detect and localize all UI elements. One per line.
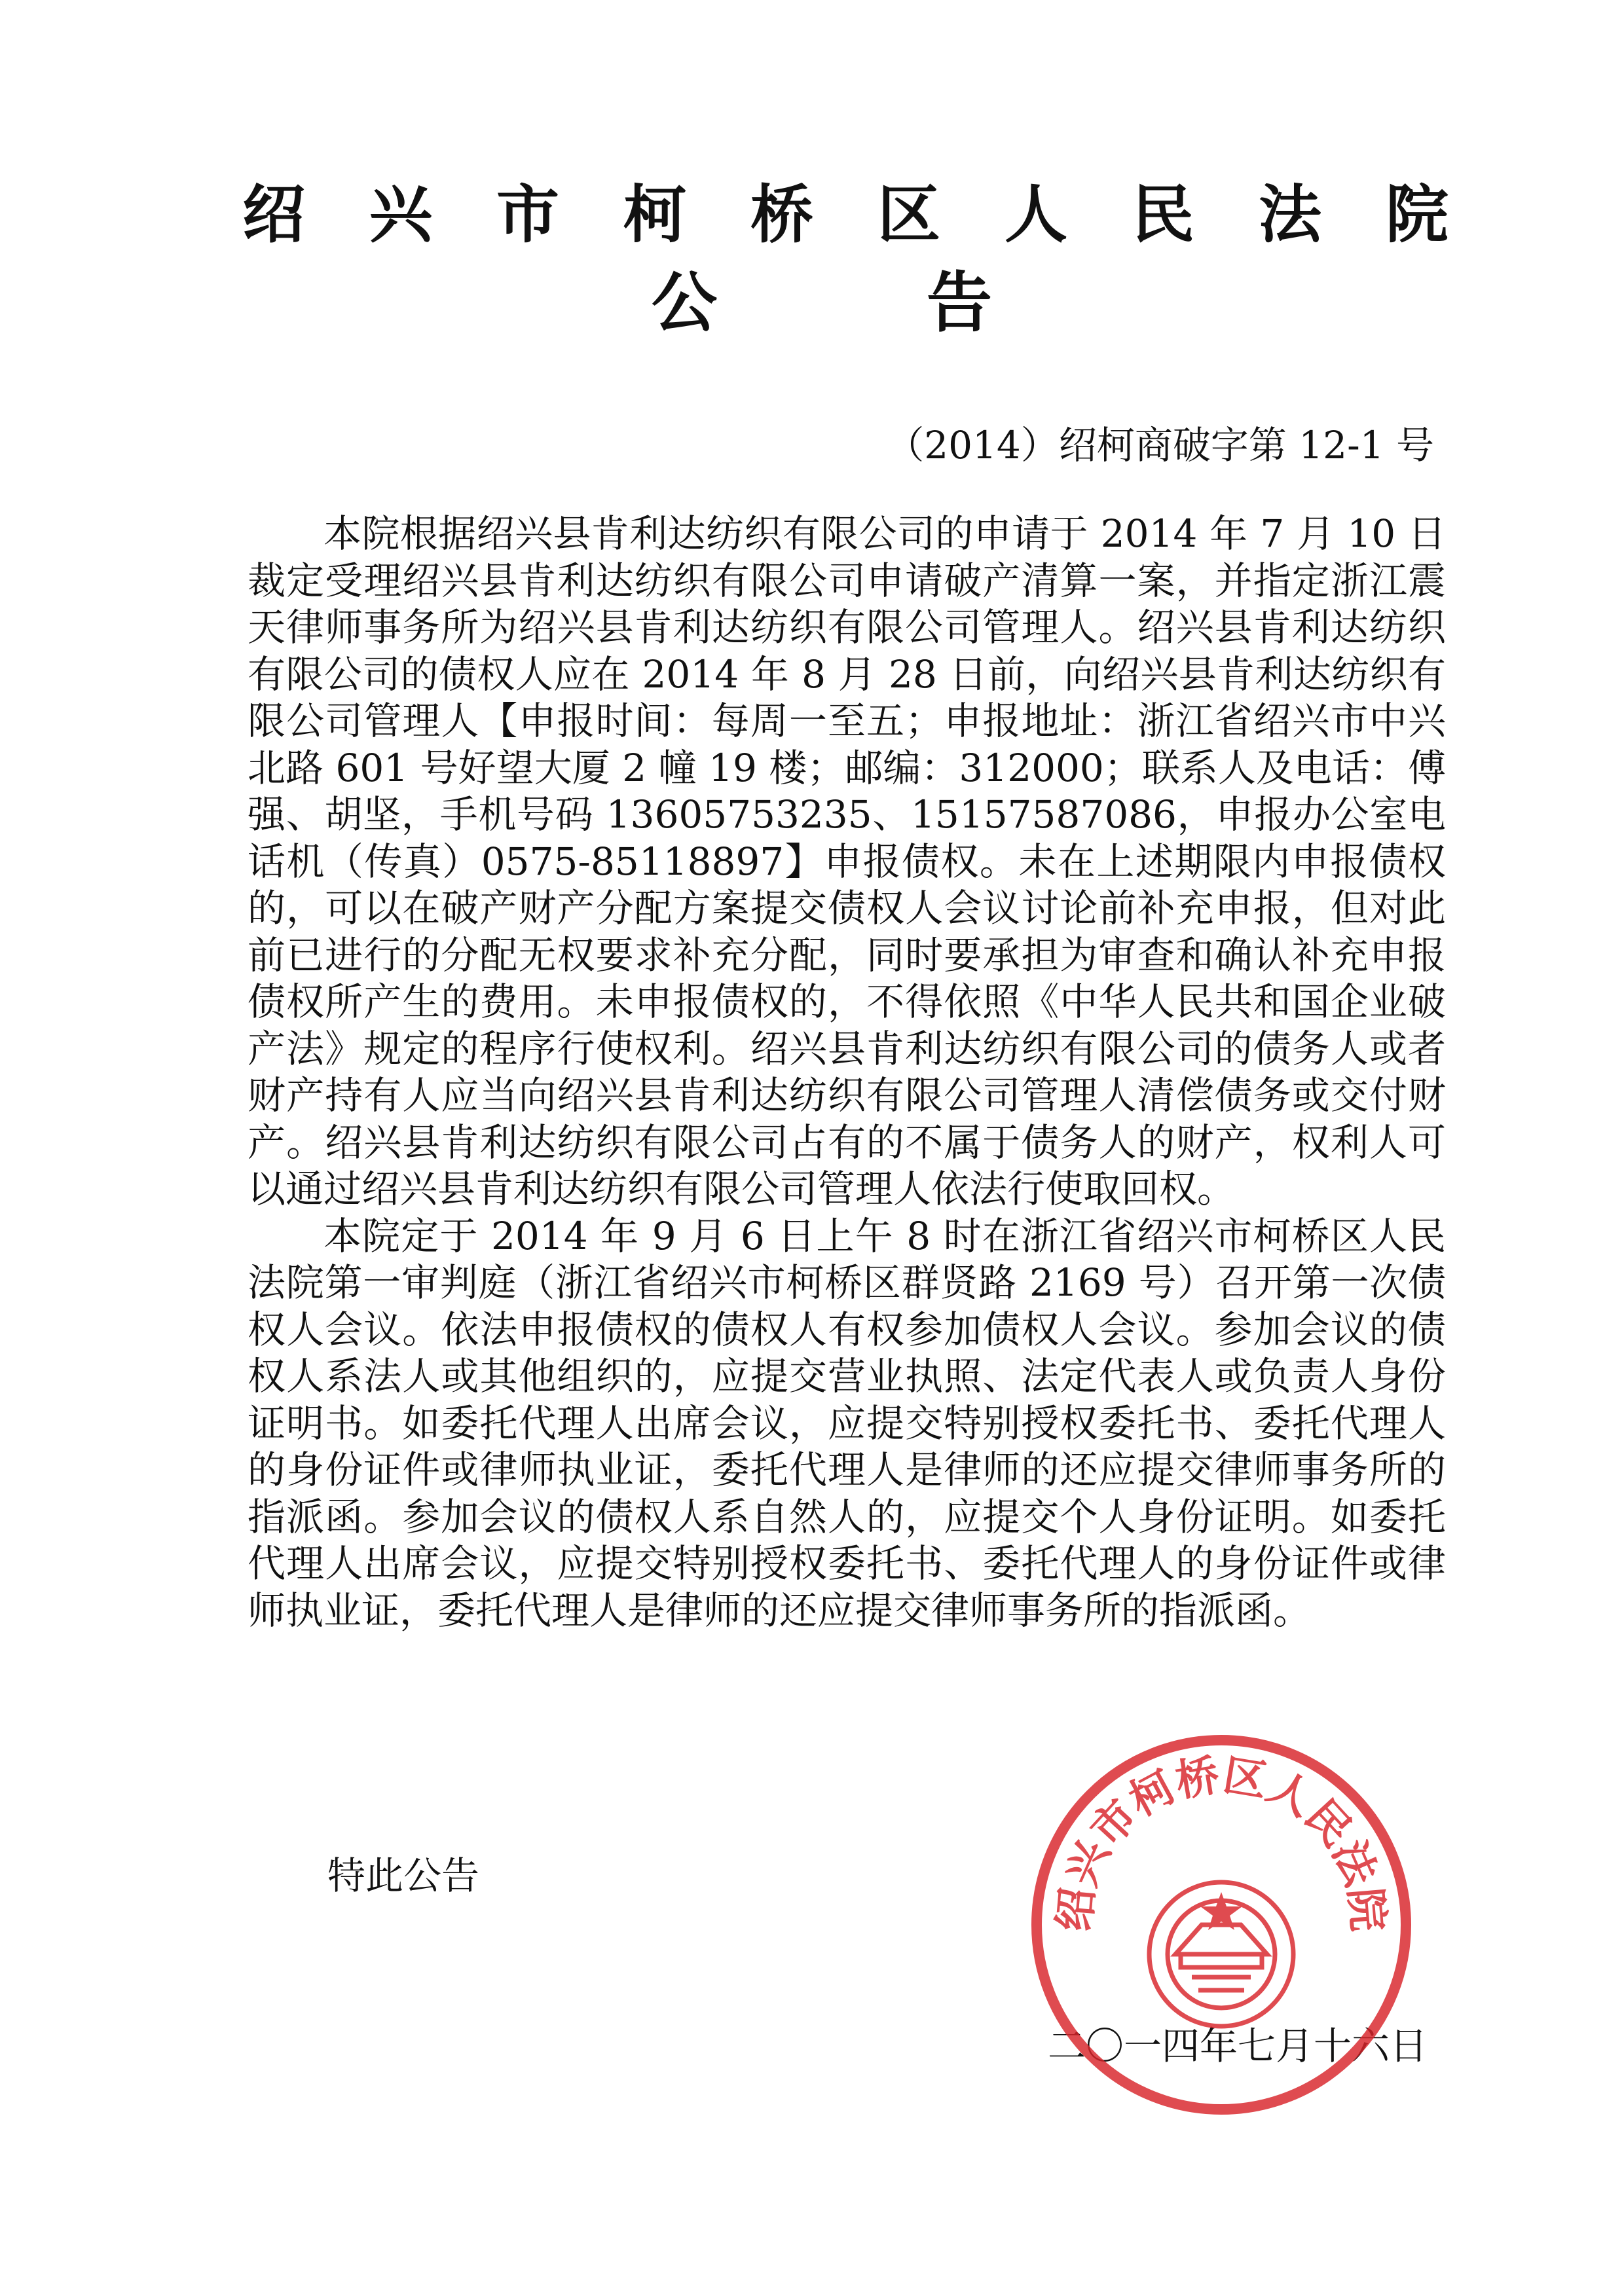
court-name: 绍兴市柯桥区人民法院 xyxy=(242,177,1513,251)
issue-date: 二〇一四年七月十六日 xyxy=(1047,2024,1428,2068)
notice-title: 公告 xyxy=(652,264,1202,341)
paragraph-creditors-meeting: 本院定于 2014 年 9 月 6 日上午 8 时在浙江省绍兴市柯桥区人民法院第一审判庭（浙江省绍兴市柯桥区群贤路 2169 号）召开第一次债权人会议。依法申报债权的债权人有权参加债权人会议。参加会议的债权人系法人或其他组织的，应提交营业执照、法定代表人或负责人身份证明书。如委托代理人出席会议，应提交特别授权委托书、委托代理人的身份证件或律师执业证，委托代理人是律师的还应提交律师事务所的指派函。参加会议的债权人系自然人的，应提交个人身份证明。如委托代理人出席会议，应提交特别授权委托书、委托代理人的身份证件或律师执业证，委托代理人是律师的还应提交律师事务所的指派函。 xyxy=(248,1213,1446,1633)
case-number: （2014）绍柯商破字第 12-1 号 xyxy=(886,423,1434,467)
closing-remark: 特此公告 xyxy=(327,1853,480,1898)
seal-text: 绍兴市柯桥区人民法院 xyxy=(1048,1749,1394,1933)
paragraph-creditor-claims: 本院根据绍兴县肯利达纺织有限公司的申请于 2014 年 7 月 10 日裁定受理绍兴县肯利达纺织有限公司申请破产清算一案，并指定浙江震天律师事务所为绍兴县肯利达纺织有限公司管理人。绍兴县肯利达纺织有限公司的债权人应在 2014 年 8 月 28 日前，向绍兴县肯利达纺织有限公司管理人【申报时间：每周一至五；申报地址：浙江省绍兴市中兴北路 601 号好望大厦 2 幢 19 楼；邮编：312000；联系人及电话：傅强、胡坚，手机号码 13605753235、15157587086，申报办公室电话机（传真）0575-85118897】申报债权。未在上述期限内申报债权的，可以在破产财产分配方案提交债权人会议讨论前补充申报，但对此前已进行的分配无权要求补充分配，同时要承担为审查和确认补充申报债权所产生的费用。未申报债权的，不得依照《中华人民共和国企业破产法》规定的程序行使权利。绍兴县肯利达纺织有限公司的债务人或者财产持有人应当向绍兴县肯利达纺织有限公司管理人清偿债务或交付财产。绍兴县肯利达纺织有限公司占有的不属于债务人的财产，权利人可以通过绍兴县肯利达纺织有限公司管理人依法行使取回权。 xyxy=(248,511,1446,1211)
notice-body xyxy=(248,511,1446,1634)
national-emblem-icon xyxy=(1149,1882,1293,2026)
